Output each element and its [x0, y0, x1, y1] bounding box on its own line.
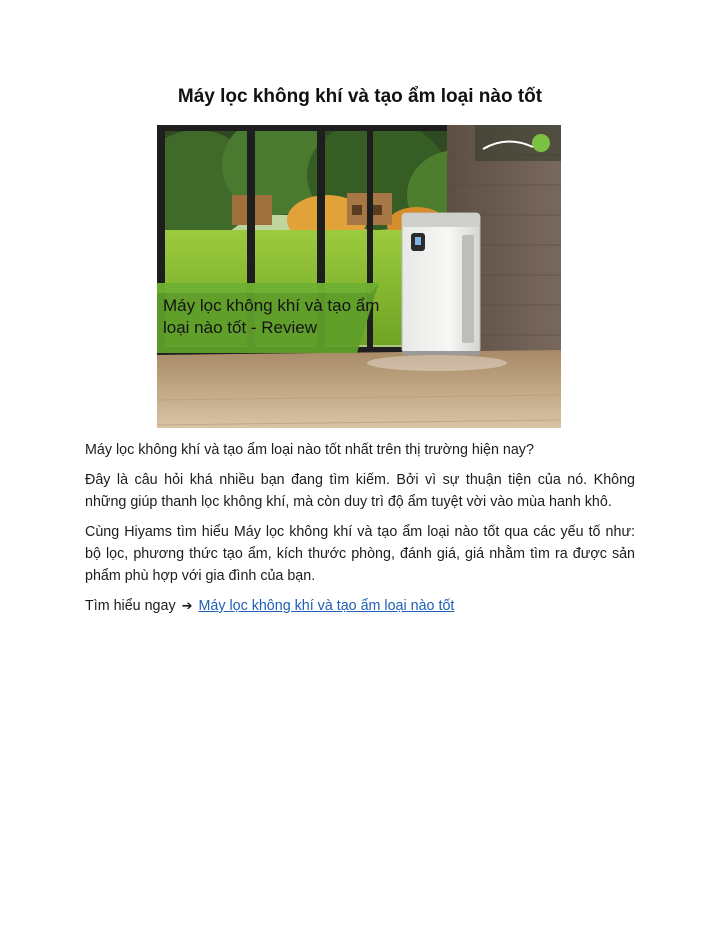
- site-logo-icon: [475, 125, 561, 161]
- paragraph-guide: Cùng Hiyams tìm hiểu Máy lọc không khí và tạo ẩm loại nào tốt qua các yếu tố như: bộ lọc, phương thức tạo ẩm, kích thước phòng, đánh giá, giá nhằm tìm ra được sản phẩm phù hợp với gia đình của bạn.: [85, 524, 635, 584]
- hero-image: [157, 125, 561, 428]
- paragraph-intro: Máy lọc không khí và tạo ẩm loại nào tốt nhất trên thị trường hiện nay?: [85, 442, 534, 458]
- banner-line-2: loại nào tốt - Review: [163, 318, 318, 337]
- cta-prefix: Tìm hiểu ngay: [85, 598, 176, 614]
- banner-line-1: Máy lọc không khí và tạo ẩm: [163, 296, 380, 315]
- cta-line: [85, 595, 635, 618]
- article-body: [85, 439, 635, 626]
- paragraph-question: Đây là câu hỏi khá nhiều bạn đang tìm kiếm. Bởi vì sự thuận tiện của nó. Không những giúp thanh lọc không khí, mà còn duy trì độ ẩm tuyệt vời vào mùa hanh khô.: [85, 472, 635, 510]
- page-title: Máy lọc không khí và tạo ẩm loại nào tốt: [177, 86, 543, 107]
- arrow-right-icon: ➔: [181, 599, 193, 614]
- article-link[interactable]: Máy lọc không khí và tạo ẩm loại nào tốt: [198, 598, 455, 614]
